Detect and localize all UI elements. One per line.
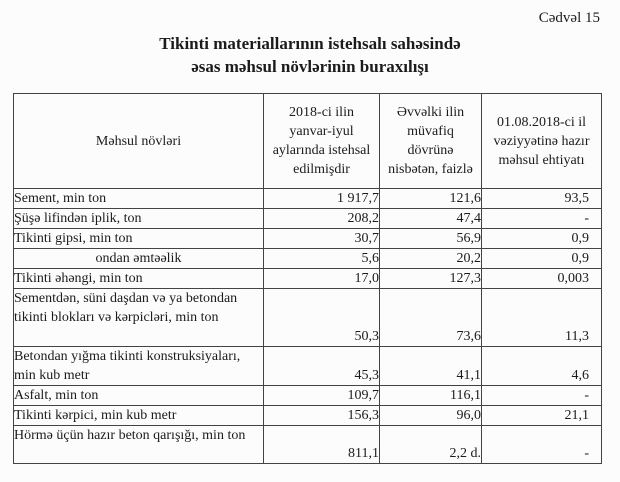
table-row: [14, 426, 602, 464]
table-header: [14, 94, 602, 189]
stock-value-cell: 4,6: [482, 347, 602, 386]
produced-value-cell: 811,1: [264, 426, 380, 464]
table-body: [14, 189, 602, 464]
table-header-row: [14, 94, 602, 189]
stock-value-cell: 21,1: [482, 406, 602, 426]
stock-value-cell: 11,3: [482, 289, 602, 347]
stock-value-cell: -: [482, 386, 602, 406]
product-name-cell: Asfalt, min ton: [14, 386, 264, 406]
ratio-value-cell: 127,3: [380, 269, 482, 289]
product-name-cell: Hörmə üçün hazır beton qarışığı, min ton: [14, 426, 264, 464]
page-title-line-1: Tikinti materiallarının istehsalı sahəsində: [159, 34, 461, 53]
stock-value-cell: 0,9: [482, 249, 602, 269]
column-header-product-types: Məhsul növləri: [14, 94, 264, 189]
stock-value-cell: -: [482, 209, 602, 229]
ratio-value-cell: 20,2: [380, 249, 482, 269]
product-name-cell: Sement, min ton: [14, 189, 264, 209]
produced-value-cell: 109,7: [264, 386, 380, 406]
produced-value-cell: 17,0: [264, 269, 380, 289]
produced-value-cell: 1 917,7: [264, 189, 380, 209]
product-name-cell: Betondan yığma tikinti konstruksiyaları, min kub metr: [14, 347, 264, 386]
stock-value-cell: 0,003: [482, 269, 602, 289]
product-name-cell: Tikinti əhəngi, min ton: [14, 269, 264, 289]
product-name-cell: Tikinti gipsi, min ton: [14, 229, 264, 249]
produced-value-cell: 50,3: [264, 289, 380, 347]
produced-value-cell: 156,3: [264, 406, 380, 426]
stock-value-cell: 93,5: [482, 189, 602, 209]
ratio-value-cell: 47,4: [380, 209, 482, 229]
stock-value-cell: -: [482, 426, 602, 464]
table-row: [14, 229, 602, 249]
produced-value-cell: 30,7: [264, 229, 380, 249]
ratio-value-cell: 56,9: [380, 229, 482, 249]
produced-value-cell: 45,3: [264, 347, 380, 386]
table-row: [14, 209, 602, 229]
table-row: [14, 249, 602, 269]
product-name-cell: Tikinti kərpici, min kub metr: [14, 406, 264, 426]
product-name-cell: Şüşə lifindən iplik, ton: [14, 209, 264, 229]
produced-value-cell: 208,2: [264, 209, 380, 229]
ratio-value-cell: 2,2 d.: [380, 426, 482, 464]
table-number-caption: Cədvəl 15: [538, 10, 600, 26]
production-table: [13, 93, 602, 464]
column-header-produced-2018: 2018-ci ilin yanvar-iyul aylarında istehsal edilmişdir: [264, 94, 380, 189]
ratio-value-cell: 41,1: [380, 347, 482, 386]
table-row: [14, 347, 602, 386]
column-header-ratio-previous-year: Əvvəlki ilin müvafiq dövrünə nisbətən, faizlə: [380, 94, 482, 189]
table-row: [14, 289, 602, 347]
product-name-cell: ondan əmtəəlik: [14, 249, 264, 269]
table-row: [14, 406, 602, 426]
product-name-cell: Sementdən, süni daşdan və ya betondan tikinti blokları və kərpicləri, min ton: [14, 289, 264, 347]
page-title: [0, 32, 620, 78]
ratio-value-cell: 116,1: [380, 386, 482, 406]
stock-value-cell: 0,9: [482, 229, 602, 249]
ratio-value-cell: 96,0: [380, 406, 482, 426]
ratio-value-cell: 73,6: [380, 289, 482, 347]
table-row: [14, 386, 602, 406]
produced-value-cell: 5,6: [264, 249, 380, 269]
ratio-value-cell: 121,6: [380, 189, 482, 209]
column-header-stock-on-01-08-2018: 01.08.2018-ci il vəziyyətinə hazır məhsul ehtiyatı: [482, 94, 602, 189]
table-row: [14, 189, 602, 209]
page-title-line-2: əsas məhsul növlərinin buraxılışı: [191, 57, 429, 76]
table-row: [14, 269, 602, 289]
